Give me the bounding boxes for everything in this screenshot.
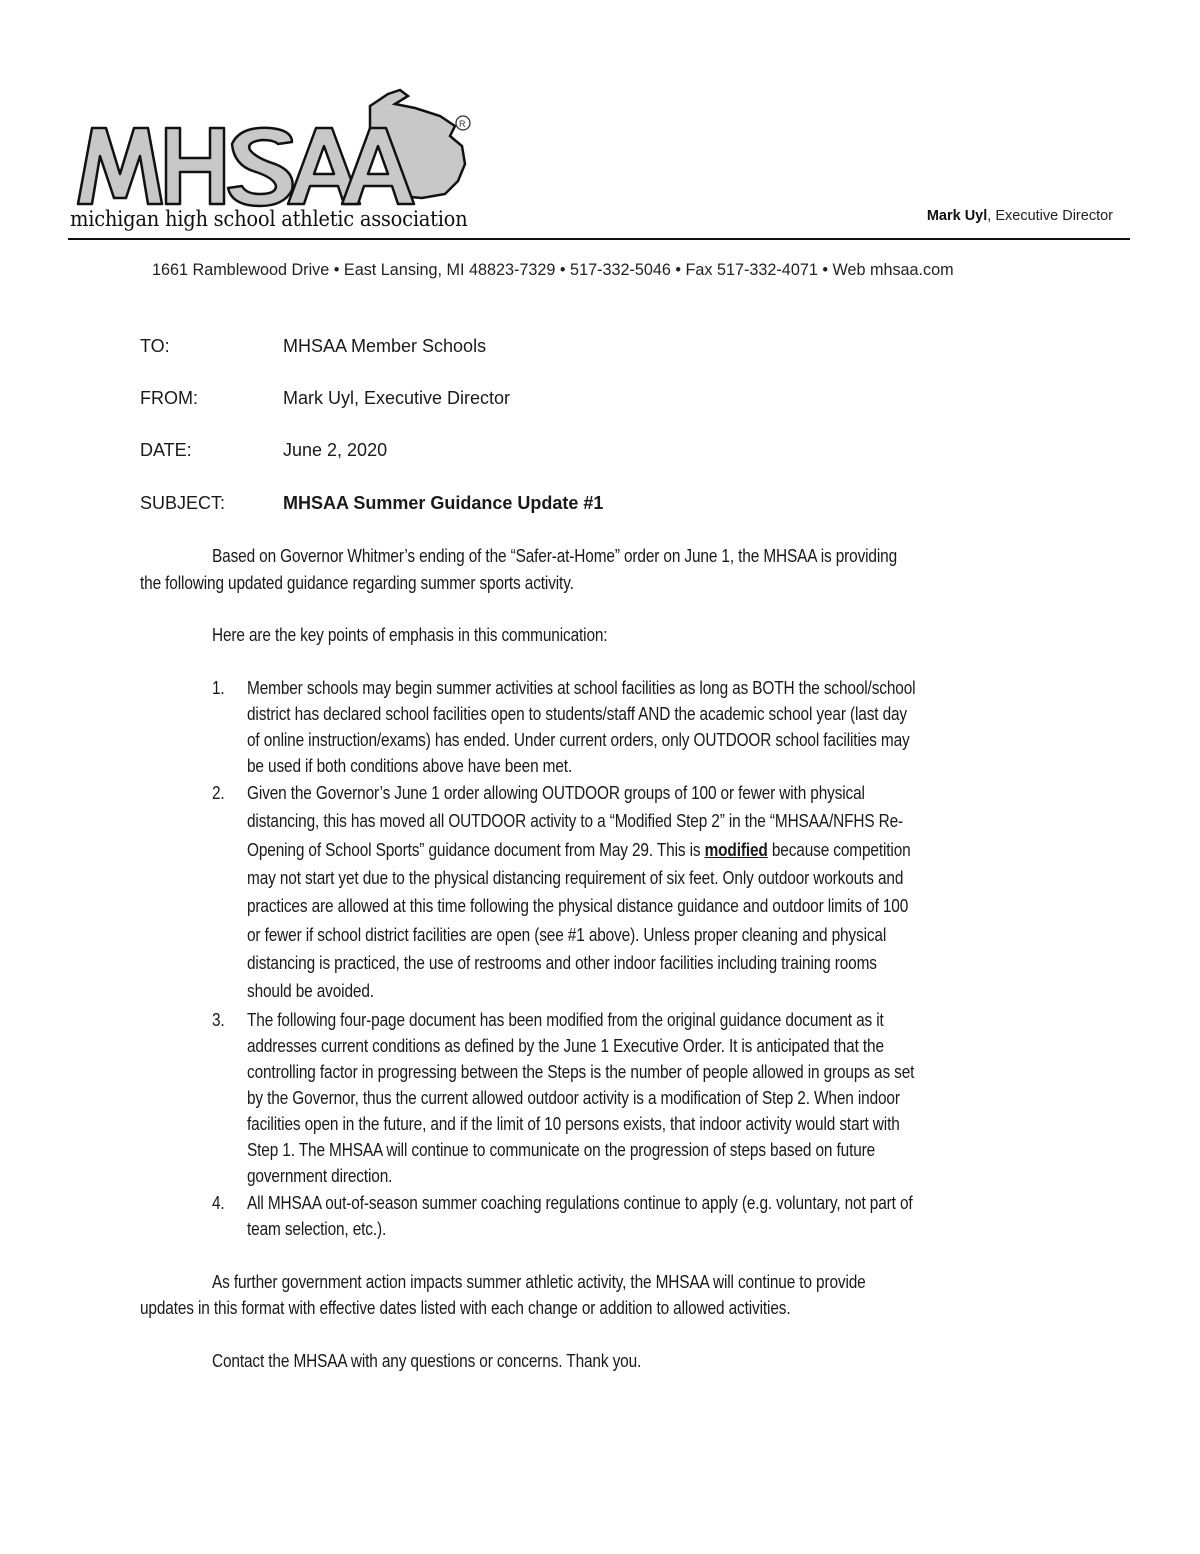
subject-value: MHSAA Summer Guidance Update #1 <box>283 493 604 513</box>
point-2-line-start: Opening of School Sports” guidance document from May 29. This is <box>247 840 705 860</box>
logo-letter-m <box>78 128 162 204</box>
point-4-line: All MHSAA out-of-season summer coaching regulations continue to apply (e.g. voluntary, not part of <box>247 1193 913 1213</box>
point-2-line-tail: because competition <box>767 840 911 860</box>
point-2-line: Given the Governor’s June 1 order allowing OUTDOOR groups of 100 or fewer with physical <box>247 783 865 803</box>
director-name: Mark Uyl <box>926 208 988 224</box>
point-2-line: may not start yet due to the physical distancing requirement of six feet. Only outdoor workouts and <box>247 868 904 888</box>
point-2-line: practices are allowed at this time following the physical distance guidance and outdoor limits of 100 <box>247 896 909 916</box>
point-number: 2. <box>212 783 225 803</box>
key-points-heading: Here are the key points of emphasis in this communication: <box>212 625 608 645</box>
director-title: , Executive Director <box>987 208 1113 224</box>
subject-label: SUBJECT: <box>140 493 226 513</box>
emphasis-modified: modified <box>704 840 768 860</box>
point-4-line: team selection, etc.). <box>247 1219 387 1239</box>
point-2-line: distancing is practiced, the use of restrooms and other indoor facilities including training rooms <box>247 953 877 973</box>
contact-line: Contact the MHSAA with any questions or concerns. Thank you. <box>212 1351 642 1371</box>
point-2-line-emphasis <box>247 840 911 861</box>
from-value: Mark Uyl, Executive Director <box>283 388 511 408</box>
point-2-line: distancing, this has moved all OUTDOOR activity to a “Modified Step 2” in the “MHSAA/NFHS Re- <box>247 811 904 831</box>
executive-director-line <box>800 208 1113 224</box>
logo-letter-s <box>228 128 293 206</box>
point-1-line: of online instruction/exams) has ended. Under current orders, only OUTDOOR school facilities may <box>247 730 910 750</box>
intro-line-1: Based on Governor Whitmer’s ending of the “Safer-at-Home” order on June 1, the MHSAA is providing <box>212 546 898 566</box>
svg-text:R: R <box>459 119 466 129</box>
closing-line-2: updates in this format with effective dates listed with each change or addition to allowed activities. <box>140 1298 791 1318</box>
point-2-line: or fewer if school district facilities are open (see #1 above). Unless proper cleaning and physical <box>247 925 887 945</box>
point-number: 4. <box>212 1193 225 1213</box>
point-3-line: controlling factor in progressing between the Steps is the number of people allowed in groups as set <box>247 1062 915 1082</box>
point-1-line: be used if both conditions above have been met. <box>247 756 573 776</box>
association-name: michigan high school athletic association <box>70 207 468 231</box>
point-3-line: Step 1. The MHSAA will continue to communicate on the progression of steps based on future <box>247 1140 876 1160</box>
point-3-line: The following four-page document has been modified from the original guidance document as it <box>247 1010 884 1030</box>
to-value: MHSAA Member Schools <box>283 336 487 356</box>
point-number: 3. <box>212 1010 225 1030</box>
point-3-line: government direction. <box>247 1166 393 1186</box>
point-3-line: by the Governor, thus the current allowed outdoor activity is a modification of Step 2. When indoor <box>247 1088 900 1108</box>
date-label: DATE: <box>140 440 192 460</box>
to-label: TO: <box>140 336 170 356</box>
point-3-line: addresses current conditions as defined by the June 1 Executive Order. It is anticipated that the <box>247 1036 884 1056</box>
point-2-line: should be avoided. <box>247 981 374 1001</box>
from-label: FROM: <box>140 388 198 408</box>
contact-address: 1661 Ramblewood Drive • East Lansing, MI 48823-7329 • 517-332-5046 • Fax 517-332-4071 • Web mhsaa.com <box>152 261 954 279</box>
point-3-line: facilities open in the future, and if the limit of 10 persons exists, that indoor activity would start with <box>247 1114 900 1134</box>
point-number: 1. <box>212 678 225 698</box>
date-value: June 2, 2020 <box>283 440 388 460</box>
closing-line-1: As further government action impacts summer athletic activity, the MHSAA will continue to provide <box>212 1272 866 1292</box>
intro-line-2: the following updated guidance regarding summer sports activity. <box>140 573 574 593</box>
mhsaa-logo-graphic <box>70 86 480 211</box>
point-1-line: district has declared school facilities open to students/staff AND the academic school year (last day <box>247 704 907 724</box>
point-1-line: Member schools may begin summer activities at school facilities as long as BOTH the school/school <box>247 678 916 698</box>
letterhead-divider <box>68 238 1130 240</box>
logo-letter-h <box>166 128 224 204</box>
